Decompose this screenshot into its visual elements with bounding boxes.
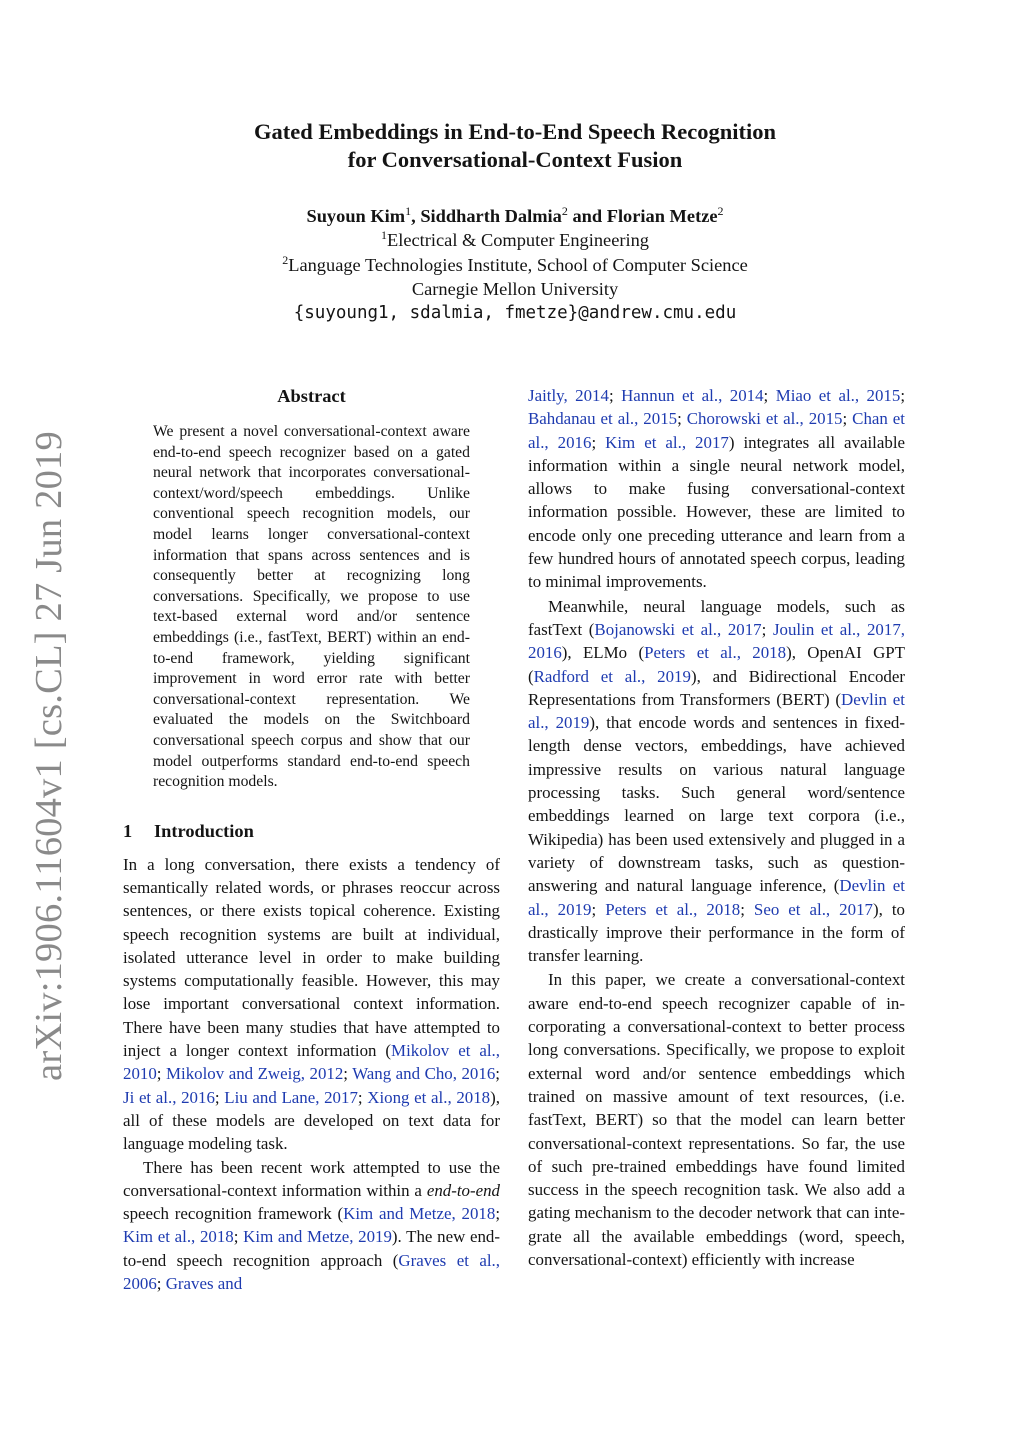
citation-link[interactable]: Ji et al., 2016	[123, 1087, 215, 1107]
paragraph-text: ), and Bidirectional Encoder Representations from Transformers (BERT) (	[528, 666, 906, 709]
citation-link[interactable]: Devlin et al., 2019	[528, 689, 905, 733]
author-names	[120, 204, 910, 228]
citation-link[interactable]: Kim and Metze, 2018	[343, 1204, 496, 1224]
citation-link[interactable]: Liu and Lane, 2017	[224, 1087, 358, 1107]
university: Carnegie Mellon University	[411, 278, 619, 299]
author-name: Siddharth Dalmia	[420, 206, 562, 226]
citation-link[interactable]: Bahdanau et al., 2015	[528, 409, 678, 429]
paragraph-text: ). The new end-to-end speech recognition approach (	[123, 1227, 500, 1270]
citation-separator: ;	[677, 409, 687, 429]
citation-link[interactable]: Peters et al., 2018	[605, 899, 741, 919]
paper-title-line-1: Gated Embeddings in End-to-End Speech Recognition	[254, 119, 776, 144]
paragraph-text: ), that encode words and sentences in fixed-length dense vectors, embeddings, have achieved impressive results on various natural language processing tasks. Such general word/sentence embeddings learned on large text corpora (i.e., Wikipedia) has been used extensively and plugged in a variety of downstream tasks, such as question-answering and natural language inference, (	[528, 713, 906, 896]
intro-paragraph-4: In this paper, we create a conversational-context aware end-to-end speech recognizer capable of incorporating a conversational-context to better process long conversations. Specifically, we propose to exploit external word and/or sentence embeddings which trained on massive amount of text resources, (i.e. fastText, BERT) so that the model can learn better conversational-context representations. So far, the use of such pre-trained embeddings have found limited success in the speech recognition task. We also add a gating mechanism to the decoder network that can integrate all the available embeddings (word, speech, conversational-context) efficiently with increase	[528, 970, 905, 1269]
intro-paragraph-3	[528, 595, 905, 968]
citation-link[interactable]: Joulin et al., 2017, 2016	[528, 619, 905, 663]
citation-link[interactable]: Xiong et al., 2018	[367, 1087, 491, 1107]
citation-link[interactable]: Devlin et al., 2019	[528, 876, 905, 919]
citation-separator: ;	[495, 1204, 501, 1224]
citation-link[interactable]: Wang and Cho, 2016	[352, 1064, 496, 1084]
citation-link[interactable]: Mikolov et al., 2010	[123, 1041, 500, 1084]
affiliation-2	[120, 253, 910, 277]
paragraph-text: In a long conversation, there exists a tendency of semantically related words, or phrases reoccur across sentences, or there exists topical coherence. Existing speech recognition systems are built at individual, isolated utterance level in order to make building systems computationally feasible. However, this may lose important conversational context information. There have been many studies that have attempted to inject a longer context information (	[123, 854, 500, 1061]
affiliation-text: Electrical & Computer Engineering	[387, 230, 649, 251]
citation-separator: ;	[156, 1274, 166, 1294]
section-heading-introduction	[123, 817, 500, 853]
citation-link[interactable]: Mikolov and Zweig, 2012	[166, 1064, 344, 1084]
author-name: Suyoun Kim	[306, 206, 406, 226]
abstract-heading: Abstract	[277, 386, 346, 406]
emphasized-term: end-to-end	[426, 1180, 500, 1200]
section-title: Introduction	[154, 820, 254, 841]
citation-link[interactable]: Hannun et al., 2014	[621, 386, 764, 405]
paragraph-text: ) integrates all available information within a single neural network model, allows to make fusing conversational-context information possible. However, these are limited to encode only one preceding utterance and learn from a few hundred hours of annotated speech corpus, leading to minimal improvements.	[528, 432, 906, 592]
citation-link[interactable]: Graves et al., 2006	[123, 1250, 500, 1294]
citation-link[interactable]: Graves and	[165, 1274, 243, 1294]
paragraph-text: ), OpenAI GPT (	[528, 643, 905, 686]
citation-link[interactable]: Kim et al., 2018	[123, 1227, 234, 1247]
affiliation-text: Language Technologies Institute, School of Computer Science	[288, 254, 748, 275]
author-name: Florian Metze	[606, 206, 718, 226]
affiliation-mark: 2	[717, 203, 724, 218]
citation-separator: ;	[761, 619, 773, 639]
paragraph-text: ), all of these models are developed on text data for language modeling task.	[123, 1087, 500, 1154]
citation-link[interactable]: Chan et al., 2016	[528, 409, 905, 452]
citation-separator: ;	[343, 1064, 353, 1084]
citation-link[interactable]: Chorowski et al., 2015	[686, 409, 843, 429]
citation-link[interactable]: Kim and Metze, 2019	[243, 1227, 392, 1247]
citation-separator: ;	[842, 409, 853, 429]
intro-paragraph-2-continued	[528, 384, 905, 594]
right-column	[528, 384, 905, 1271]
citation-link[interactable]: Peters et al., 2018	[644, 643, 787, 663]
citation-link[interactable]: Miao et al., 2015	[775, 386, 901, 405]
citation-link[interactable]: Seo et al., 2017	[753, 899, 873, 919]
citation-separator: ;	[357, 1087, 368, 1107]
abstract-text: We present a novel conversational-context aware end-to-end speech recognizer based on a gated neural network that incorporates conversational-context/word/speech embeddings. Unlike conventional speech recognition models, our model learns longer conversational-context information that spans across sentences and is consequently better at recognizing long conversations. Specifically, we propose to use text-based external word and/or sentence embeddings (i.e., fastText, BERT) within an end-to-end framework, yielding significant improvement in word error rate with better conversational-context representation. We evaluated the models on the Switchboard conversational speech corpus and show that our model outperforms standard end-to-end speech recognition models.	[153, 423, 470, 791]
citation-separator: ;	[900, 386, 906, 405]
author-emails: {suyoung1, sdalmia, fmetze}@andrew.cmu.edu	[293, 303, 737, 324]
title-block	[120, 118, 910, 174]
affiliation-mark: 2	[561, 203, 568, 218]
citation-separator: ;	[591, 899, 606, 919]
intro-paragraph-1	[123, 853, 500, 1156]
citation-separator: ;	[591, 432, 606, 452]
paragraph-text: ), ELMo (	[561, 643, 645, 663]
paragraph-text: ), to drastically improve their performance in the form of transfer learning.	[528, 899, 905, 966]
arxiv-identifier-stamp	[14, 431, 84, 1081]
citation-separator: ;	[763, 386, 776, 405]
paragraph-text: There has been recent work attempted to use the conversational-context information within a	[123, 1157, 500, 1200]
paper-title-line-2: for Conversational-Context Fusion	[347, 147, 683, 172]
affiliation-mark: 1	[405, 203, 412, 218]
citation-link[interactable]: Bojanowski et al., 2017	[594, 619, 762, 639]
author-separator: ,	[411, 206, 421, 226]
citation-link[interactable]: Kim et al., 2017	[605, 432, 729, 452]
citation-separator: ;	[740, 899, 754, 919]
citation-separator: ;	[156, 1064, 166, 1084]
intro-paragraph-2	[123, 1156, 500, 1296]
section-number: 1	[123, 820, 133, 841]
author-separator: and	[567, 206, 607, 226]
paragraph-text: speech recognition framework (	[123, 1204, 344, 1224]
author-block	[120, 204, 910, 325]
citation-separator: ;	[608, 386, 622, 405]
citation-separator: ;	[214, 1087, 225, 1107]
paragraph-text: Meanwhile, neural language models, such as fastText (	[528, 596, 905, 639]
arxiv-identifier-text: arXiv:1906.11604v1 [cs.CL] 27 Jun 2019	[28, 431, 71, 1081]
citation-separator: ;	[495, 1064, 500, 1084]
affiliation-mark: 2	[282, 252, 289, 267]
citation-separator: ;	[233, 1227, 244, 1247]
citation-link[interactable]: Jaitly, 2014	[528, 386, 609, 405]
paper-title	[120, 118, 910, 174]
left-column	[123, 383, 500, 1295]
citation-link[interactable]: Radford et al., 2019	[533, 666, 691, 686]
affiliation-1	[120, 228, 910, 252]
affiliation-mark: 1	[381, 228, 387, 243]
